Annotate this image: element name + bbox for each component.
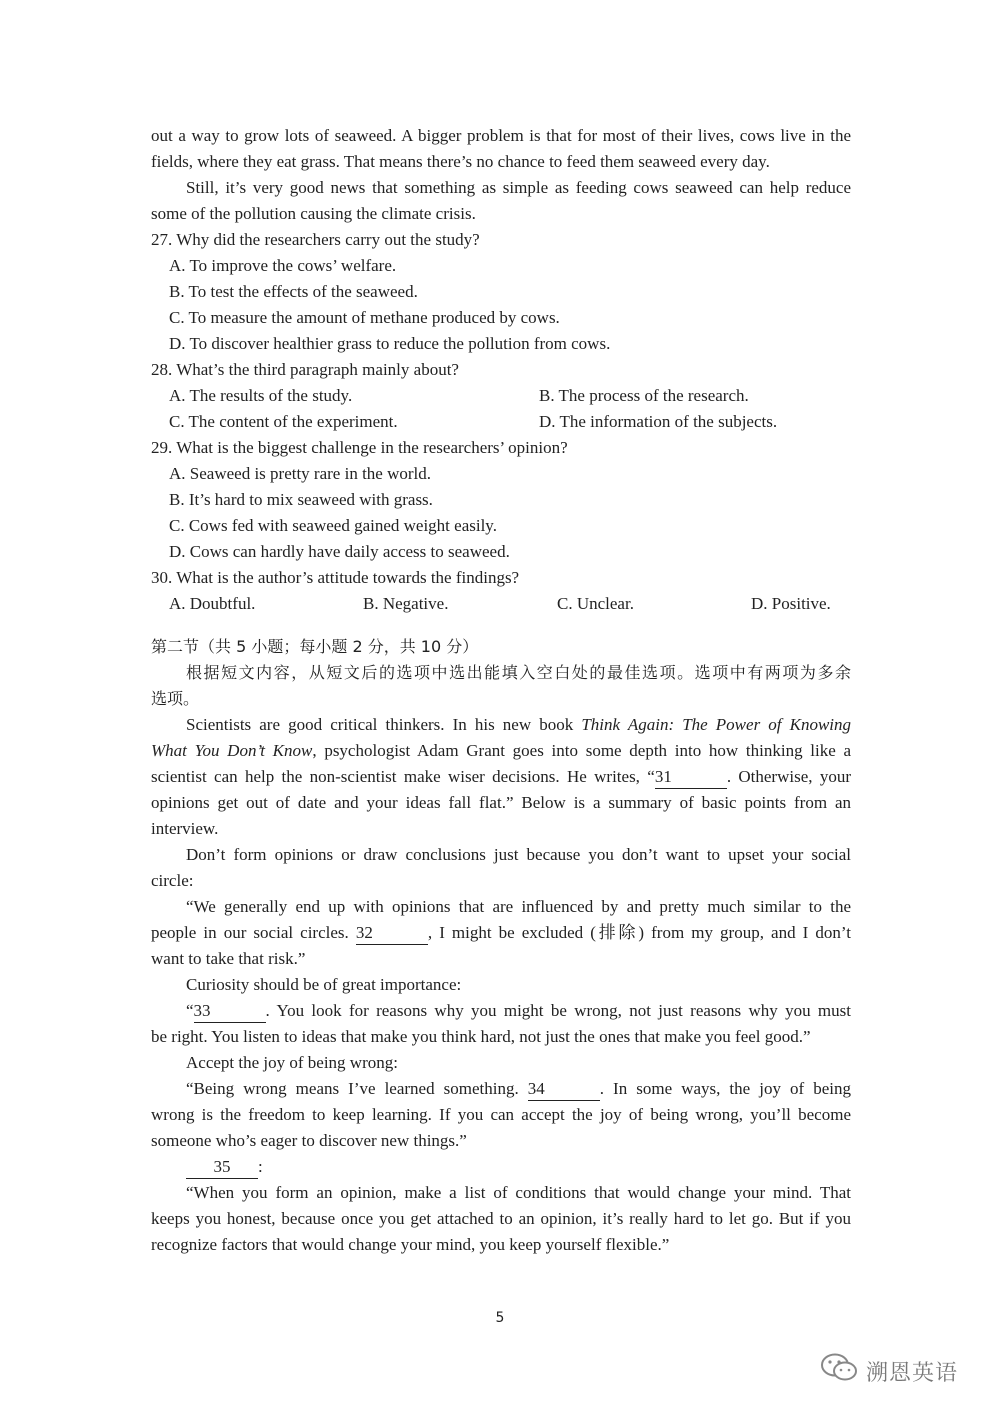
passage-line: fields, where they eat grass. That means there’s no chance to feed them seaweed every day.	[151, 152, 770, 171]
option: D. Cows can hardly have daily access to seaweed.	[169, 542, 510, 561]
option: B. Negative.	[363, 594, 449, 613]
blank-33[interactable]: 33	[194, 1000, 266, 1023]
passage-line: “When you form an opinion, make a list of conditions that would change your mind. That	[186, 1183, 851, 1202]
wechat-icon	[820, 1352, 866, 1390]
option: D. To discover healthier grass to reduce the pollution from cows.	[169, 334, 611, 353]
blank-31[interactable]: 31	[655, 766, 727, 789]
option: A. To improve the cows’ welfare.	[169, 256, 397, 275]
blank-34[interactable]: 34	[528, 1078, 600, 1101]
option: D. Positive.	[751, 594, 831, 613]
option-row	[151, 409, 851, 435]
option: D. The information of the subjects.	[539, 412, 778, 431]
option: C. Unclear.	[557, 594, 634, 613]
blank-35[interactable]: 35	[186, 1156, 258, 1179]
option: A. The results of the study.	[169, 386, 353, 405]
option: C. Cows fed with seaweed gained weight easily.	[169, 516, 497, 535]
question-stem: 28. What’s the third paragraph mainly about?	[151, 360, 459, 379]
option-row	[151, 591, 851, 617]
subheading: Curiosity should be of great importance:	[186, 975, 462, 994]
option: A. Doubtful.	[169, 594, 256, 613]
passage-line: “Being wrong means I’ve learned something. 34 . In some ways, the joy of being	[151, 1076, 851, 1102]
book-title: Think Again: The Power of Knowing	[581, 715, 852, 734]
exam-page	[151, 123, 851, 1258]
option-row	[151, 383, 851, 409]
page-number: 5	[495, 1310, 505, 1326]
passage-line: some of the pollution causing the climate crisis.	[151, 204, 476, 223]
passage-line: someone who’s eager to discover new things.”	[151, 1131, 467, 1150]
passage-line: keeps you honest, because once you get attached to an opinion, it’s really hard to let go. But if you	[151, 1209, 851, 1228]
instructions: 根据短文内容，从短文后的选项中选出能填入空白处的最佳选项。选项中有两项为多余	[186, 663, 851, 682]
passage-line: recognize factors that would change your mind, you keep yourself flexible.”	[151, 1235, 670, 1254]
passage-line: wrong is the freedom to keep learning. If you can accept the joy of being wrong, you’ll become	[151, 1105, 851, 1124]
option: B. It’s hard to mix seaweed with grass.	[169, 490, 433, 509]
book-title: What You Don’t Know	[151, 741, 313, 760]
option: A. Seaweed is pretty rare in the world.	[169, 464, 431, 483]
passage-line: Don’t form opinions or draw conclusions just because you don’t want to upset your social	[186, 845, 851, 864]
question-stem: 29. What is the biggest challenge in the researchers’ opinion?	[151, 438, 568, 457]
passage-line: be right. You listen to ideas that make you think hard, not just the ones that make you feel good.”	[151, 1027, 811, 1046]
question-stem: 30. What is the author’s attitude towards the findings?	[151, 568, 520, 587]
watermark-text: 溯恩英语	[866, 1360, 959, 1386]
option: B. The process of the research.	[539, 386, 749, 405]
passage-line: “We generally end up with opinions that are influenced by and pretty much similar to the	[186, 897, 851, 916]
instructions: 选项。	[151, 689, 200, 708]
blank-32[interactable]: 32	[356, 922, 428, 945]
passage-line: What You Don’t Know, psychologist Adam Grant goes into some depth into how thinking like a	[151, 741, 852, 760]
option: C. The content of the experiment.	[169, 412, 398, 431]
passage-line: Scientists are good critical thinkers. In his new book Think Again: The Power of Knowing	[186, 715, 852, 734]
passage-line: people in our social circles. 32 , I might be excluded (排除) from my group, and I don’t	[151, 920, 851, 946]
passage-line: scientist can help the non-scientist make wiser decisions. He writes, “31 . Otherwise, your	[151, 764, 851, 790]
passage-line: want to take that risk.”	[151, 949, 306, 968]
option: B. To test the effects of the seaweed.	[169, 282, 418, 301]
passage-line: opinions get out of date and your ideas fall flat.” Below is a summary of basic points from an	[151, 793, 851, 812]
question-stem: 27. Why did the researchers carry out the study?	[151, 230, 480, 249]
passage-line: out a way to grow lots of seaweed. A bigger problem is that for most of their lives, cows live in the	[151, 126, 851, 145]
passage-line: “33 . You look for reasons why you might be wrong, not just reasons why you must	[151, 998, 851, 1024]
subheading: 35 :	[151, 1154, 851, 1180]
passage-line: circle:	[151, 871, 194, 890]
watermark	[820, 1352, 958, 1390]
passage-line: interview.	[151, 819, 219, 838]
subheading: Accept the joy of being wrong:	[186, 1053, 398, 1072]
option: C. To measure the amount of methane produced by cows.	[169, 308, 560, 327]
section-heading: 第二节（共 5 小题；每小题 2 分，共 10 分）	[151, 637, 479, 656]
passage-line: Still, it’s very good news that something as simple as feeding cows seaweed can help reduce	[186, 178, 851, 197]
